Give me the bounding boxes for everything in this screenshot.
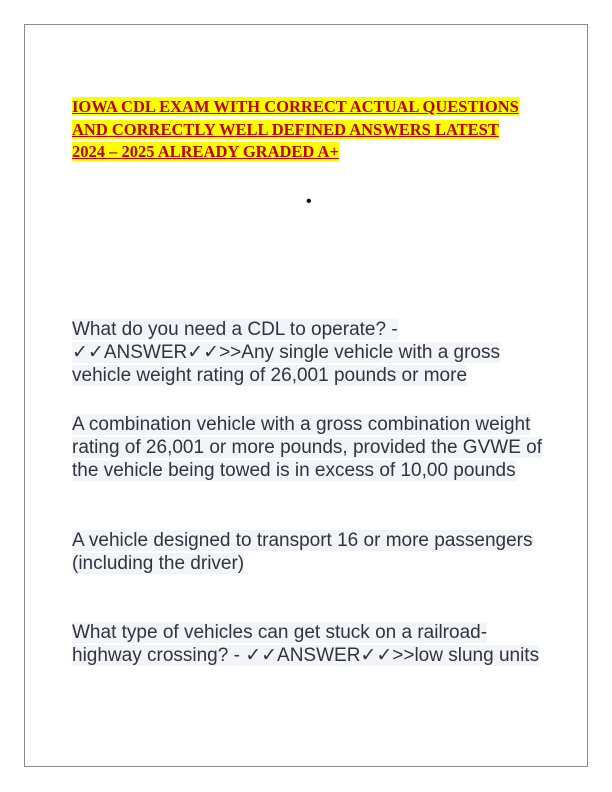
paragraph-text: A combination vehicle with a gross combination weight rating of 26,001 or more pounds, provided the GVWE of the vehicle being towed is in excess of 10,00 pounds bbox=[72, 414, 542, 481]
document-title bbox=[72, 96, 532, 164]
separator-dot: • bbox=[306, 193, 312, 210]
question-answer-paragraph bbox=[72, 318, 542, 387]
answer-continuation-paragraph bbox=[72, 413, 542, 482]
answer-continuation-paragraph bbox=[72, 529, 542, 575]
title-text: IOWA CDL EXAM WITH CORRECT ACTUAL QUESTIONS AND CORRECTLY WELL DEFINED ANSWERS LATEST 2024 – 2025 ALREADY GRADED A+ bbox=[72, 97, 519, 161]
paragraph-text: What do you need a CDL to operate? - ✓✓ANSWER✓✓>>Any single vehicle with a gross vehicle weight rating of 26,001 pounds or more bbox=[72, 319, 501, 386]
paragraph-text: What type of vehicles can get stuck on a railroad-highway crossing? - ✓✓ANSWER✓✓>>low slung units bbox=[72, 622, 540, 666]
question-answer-paragraph bbox=[72, 621, 542, 667]
paragraph-text: A vehicle designed to transport 16 or more passengers (including the driver) bbox=[72, 530, 533, 574]
